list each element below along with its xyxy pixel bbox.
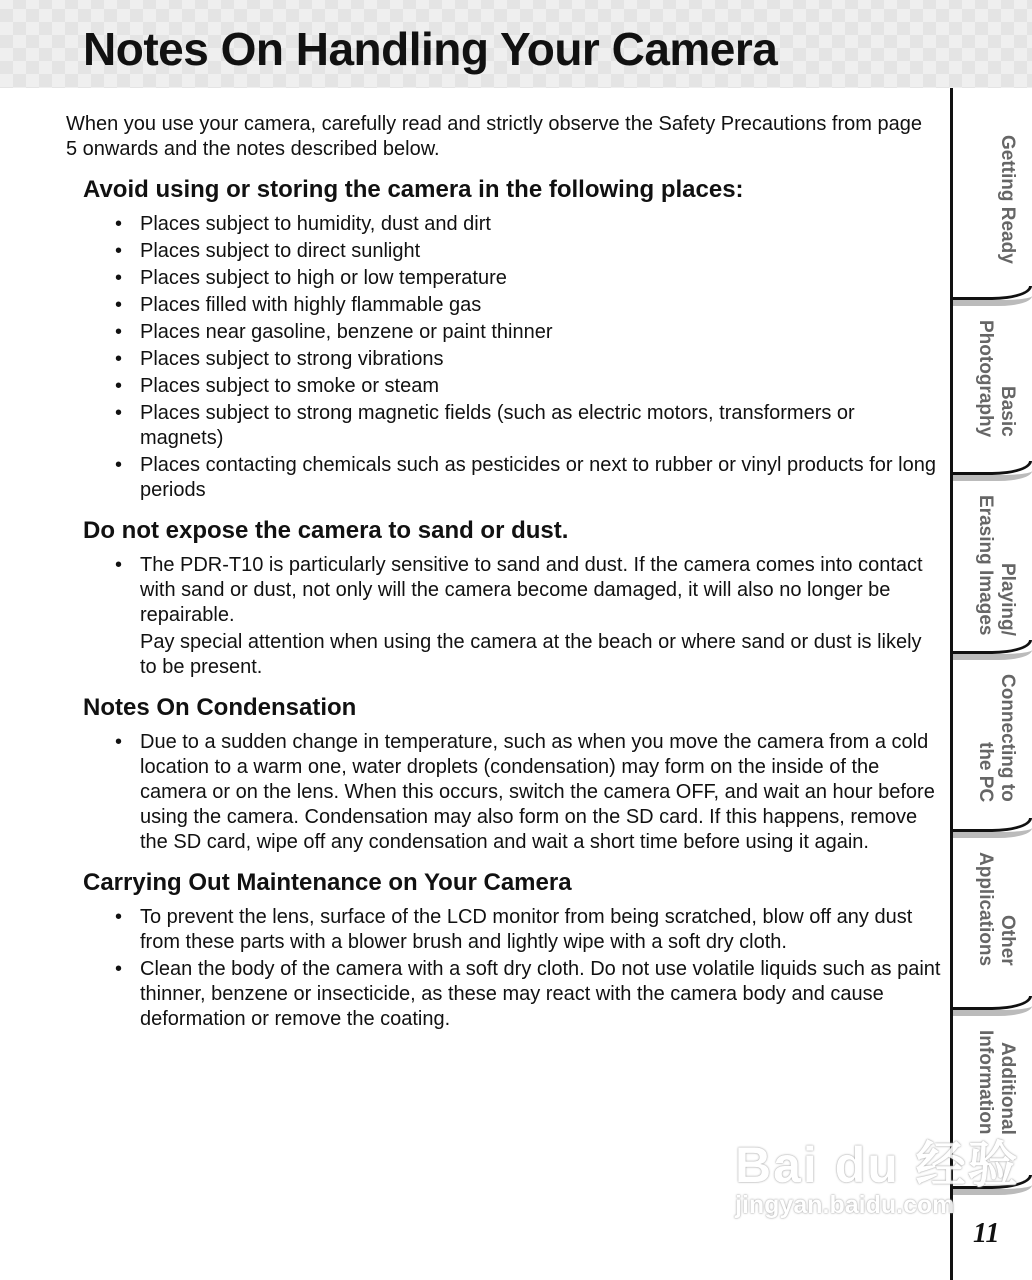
tab-label-line: Basic [997,386,1018,438]
tab-label-line: Photography [975,320,996,438]
list-item-text: Places subject to strong vibrations [140,348,444,370]
list-item [115,553,943,628]
chapter-tab[interactable] [953,652,1032,830]
list-item [115,453,943,503]
bullet-list [83,730,943,855]
chapter-tab[interactable] [953,113,1032,298]
list-item-text: Places subject to humidity, dust and dirt [140,213,491,235]
list-item-text: Places contacting chemicals such as pesticides or next to rubber or vinyl products for long periods [140,454,936,501]
chapter-tab-label [974,495,1018,635]
tab-label-line: Playing/ [997,562,1018,636]
tab-label-line: Other [997,915,1018,967]
list-item-text: Places subject to direct sunlight [140,240,421,262]
bullet-icon: • [115,454,123,476]
list-item [115,266,943,291]
chapter-tab[interactable] [953,298,1032,473]
bullet-list [83,553,943,680]
bullet-icon: • [115,321,123,343]
list-item-text: Places subject to smoke or steam [140,375,440,397]
page-title: Notes On Handling Your Camera [83,23,778,75]
tab-label-line: Information [975,1030,996,1135]
list-item-text: Clean the body of the camera with a soft dry cloth. Do not use volatile liquids such as paint thinner, benzene or insecticide, as these may react with the camera body and cause deformation or remove the coating. [140,958,941,1030]
section-heading: Avoid using or storing the camera in the following places: [83,176,744,203]
bullet-icon: • [115,348,123,370]
list-item-text: The PDR-T10 is particularly sensitive to sand and dust. If the camera comes into contact with sand or dust, not only will the camera become damaged, it will also no longer be repairable. [140,554,923,626]
list-item [115,957,943,1032]
bullet-icon: • [115,906,123,928]
content [83,174,943,1044]
chapter-tab-label [974,852,1018,966]
list-item-continuation: Pay special attention when using the camera at the beach or where sand or dust is likely to be present. [140,631,922,678]
baidu-watermark [735,1125,1020,1220]
list-item-text: Places filled with highly flammable gas [140,294,482,316]
chapter-tab-label [974,320,1018,437]
list-item-text: Places subject to high or low temperature [140,267,507,289]
list-item-text: To prevent the lens, surface of the LCD monitor from being scratched, blow off any dust from these parts with a blower brush and lightly wipe with a soft dry cloth. [140,906,913,953]
list-item [115,905,943,955]
tab-label-line: Getting Ready [997,135,1018,264]
chapter-tab-label [996,135,1018,264]
list-item [115,401,943,451]
bullet-icon: • [115,731,123,753]
chapter-tab[interactable] [953,830,1032,1008]
bullet-list [83,212,943,503]
tab-label-line: Connecting to [997,674,1018,802]
bullet-icon: • [115,402,123,424]
intro-paragraph: When you use your camera, carefully read and strictly observe the Safety Precautions from page 5 onwards and the notes described below. [66,113,922,160]
list-item [115,212,943,237]
list-item [115,293,943,318]
bullet-icon: • [115,554,123,576]
bullet-icon: • [115,213,123,235]
list-item [115,320,943,345]
list-item-text: Places near gasoline, benzene or paint thinner [140,321,553,343]
bullet-icon: • [115,958,123,980]
chapter-tab-label [974,1030,1018,1135]
list-item [115,347,943,372]
section-heading: Do not expose the camera to sand or dust. [83,517,569,544]
list-item [115,730,943,855]
list-item [115,374,943,399]
chapter-tab[interactable] [953,473,1032,652]
watermark-brand: Bai du 经验 [735,1137,1020,1193]
tab-label-line: the PC [975,741,996,802]
list-item [115,239,943,264]
watermark-url: jingyan.baidu.com [735,1191,955,1219]
tab-label-line: Erasing Images [975,495,996,636]
list-item-text: Due to a sudden change in temperature, such as when you move the camera from a cold location to a warm one, water droplets (condensation) may form on the inside of the camera or on the lens. When this occurs, switch the camera OFF, and wait an hour before using the camera. Condensation may also form on the SD card. If this happens, remove the SD card, wipe off any condensation and wait a short time before using it again. [140,731,935,853]
bullet-list [83,905,943,1032]
section-heading: Carrying Out Maintenance on Your Camera [83,869,572,896]
page-number: 11 [973,1218,1000,1249]
list-item-text: Places subject to strong magnetic fields (such as electric motors, transformers or magnets) [140,402,855,449]
bullet-icon: • [115,375,123,397]
bullet-icon: • [115,240,123,262]
bullet-icon: • [115,294,123,316]
section-heading: Notes On Condensation [83,694,357,721]
chapter-tab-label [974,674,1018,802]
bullet-icon: • [115,267,123,289]
tab-label-line: Applications [975,852,996,967]
tab-label-line: Additional [997,1041,1018,1135]
